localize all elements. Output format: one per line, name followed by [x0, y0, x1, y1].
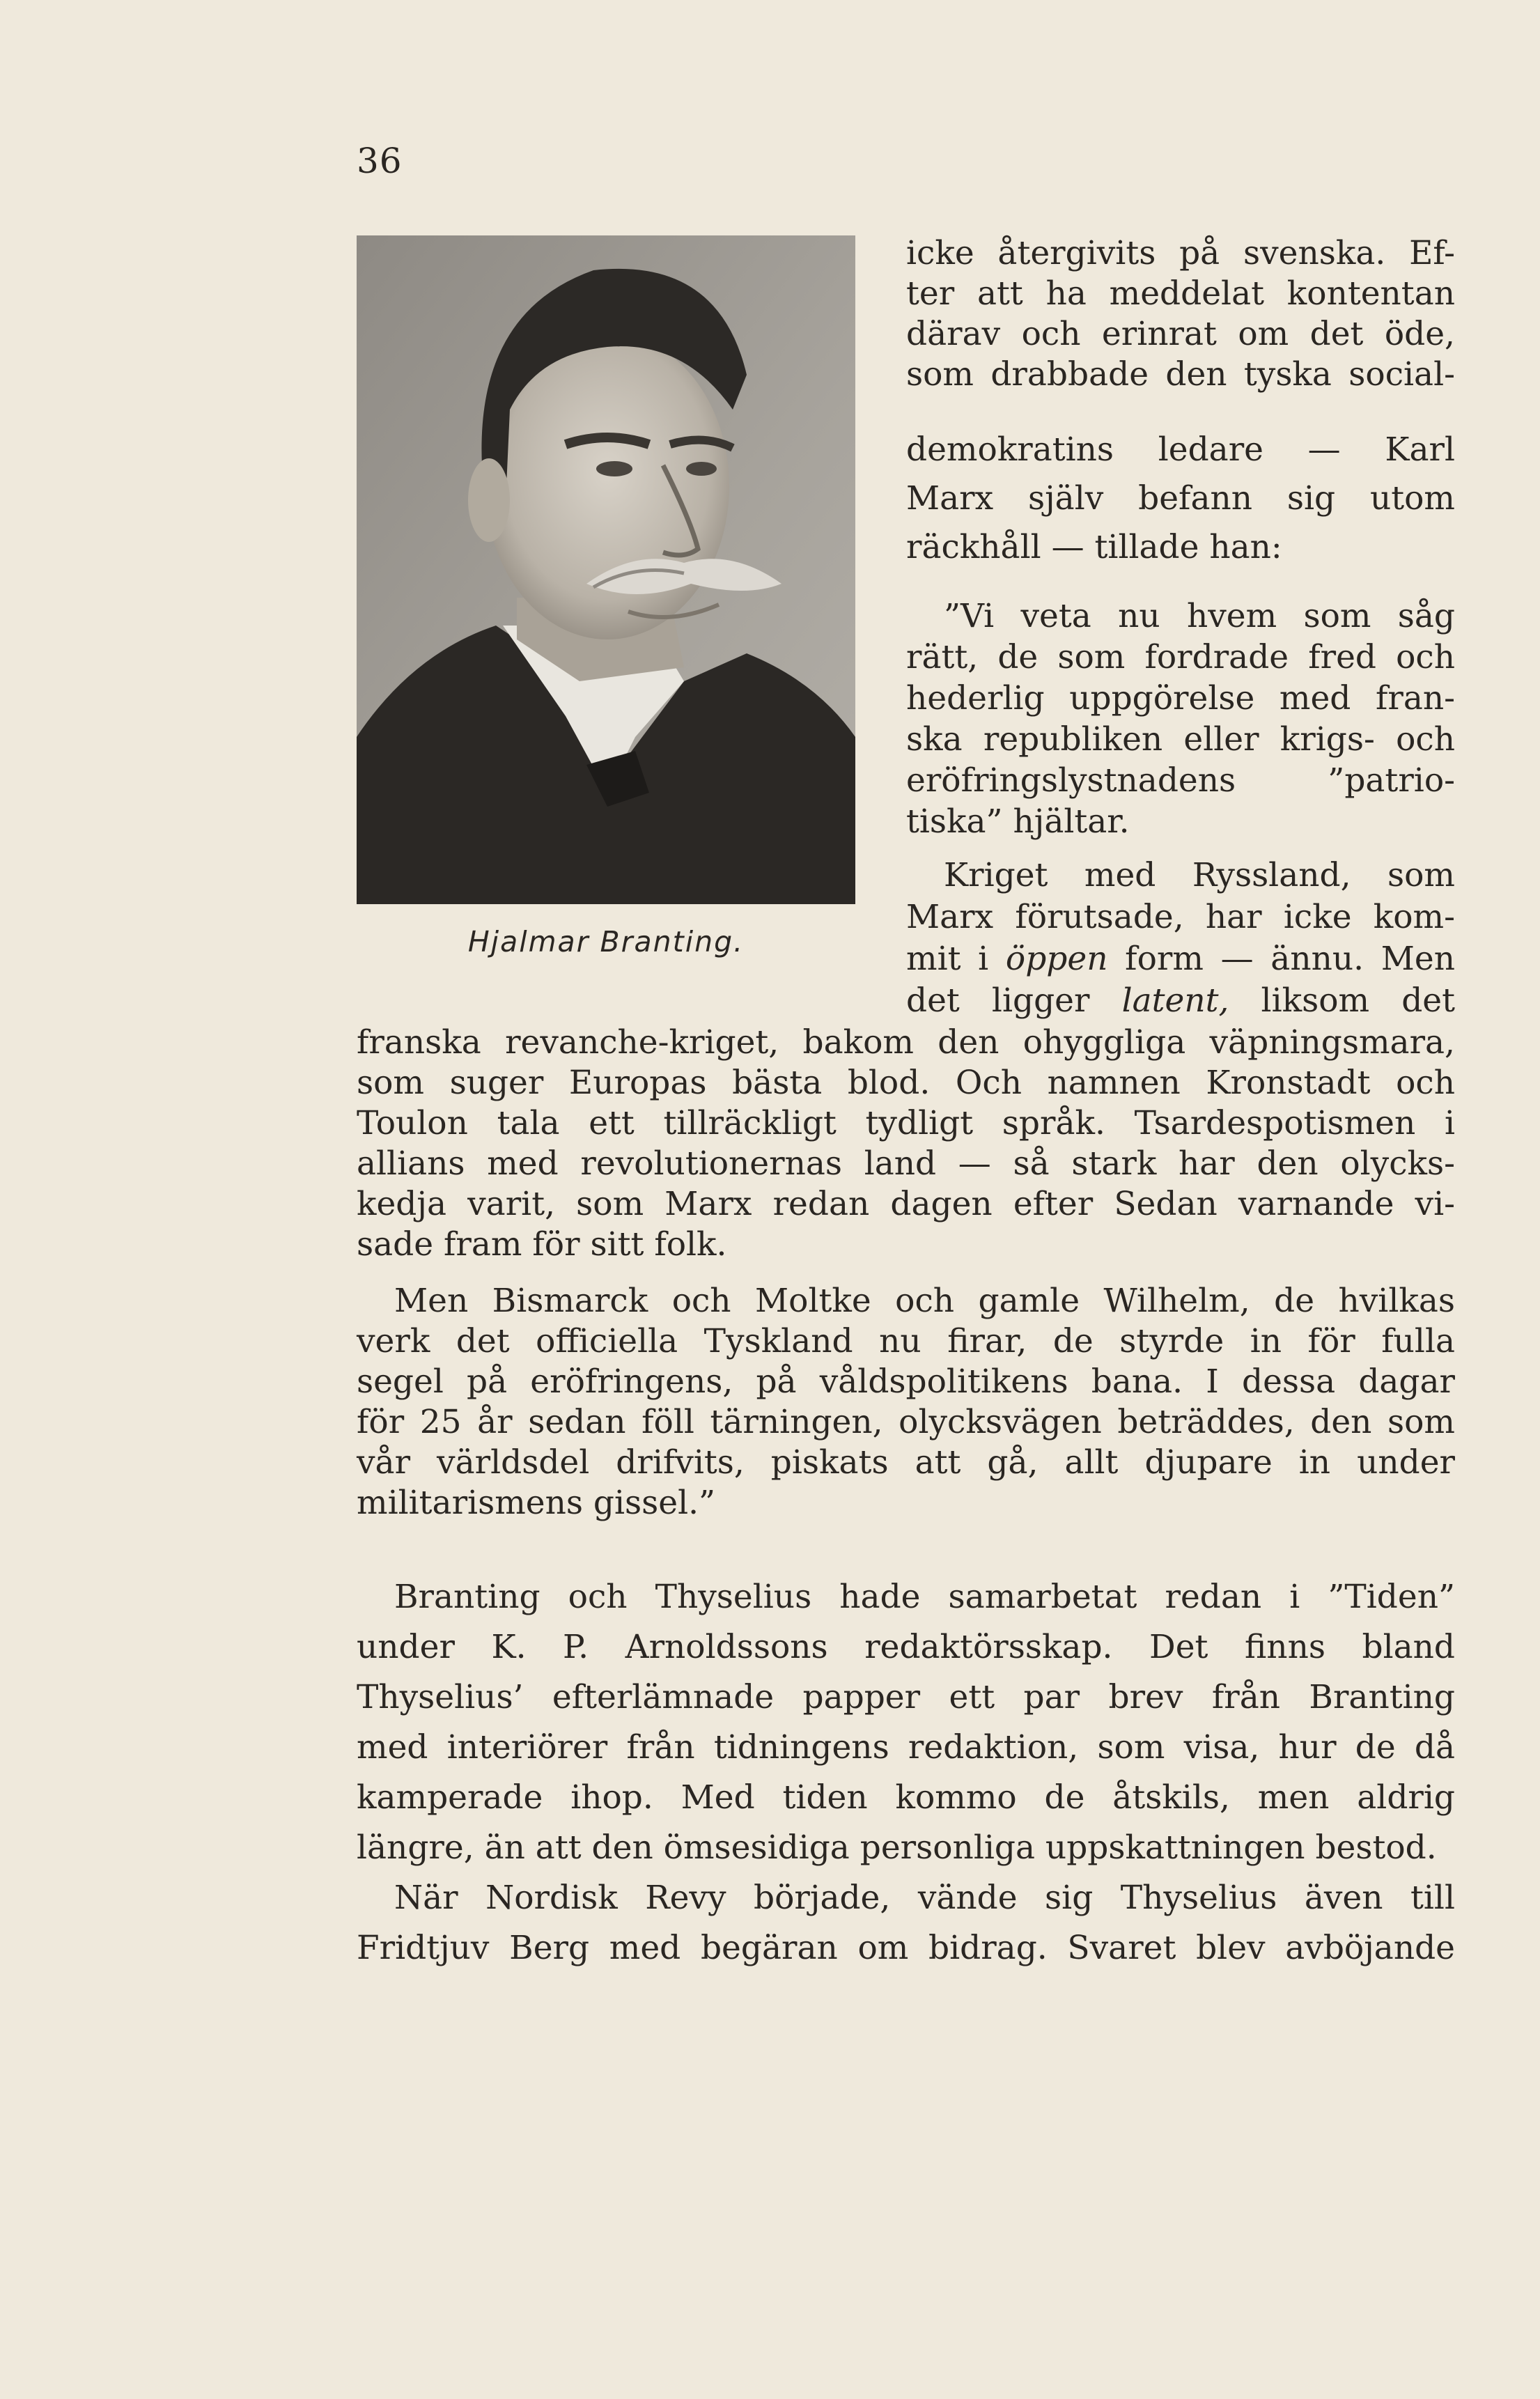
- text-line: som suger Europas bästa blod. Och namnen Kronstadt och: [357, 1064, 1455, 1102]
- text-line: därav och erinrat om det öde,: [906, 315, 1455, 353]
- text-line: längre, än att den ömsesidiga personliga uppskattningen bestod.: [357, 1829, 1437, 1867]
- text-line: Fridtjuv Berg med begäran om bidrag. Svaret blev avböjande: [357, 1929, 1455, 1967]
- text-line: räckhåll — tillade han:: [906, 528, 1282, 566]
- text-line: hederlig uppgörelse med fran-: [906, 679, 1455, 717]
- text-line: som drabbade den tyska social-: [906, 355, 1455, 394]
- text-line: med interiörer från tidningens redaktion, som visa, hur de då: [357, 1728, 1455, 1767]
- text-line: ter att ha meddelat kontentan: [906, 274, 1455, 313]
- figure-caption: Hjalmar Branting.: [467, 925, 745, 958]
- text-line: Marx förutsade, har icke kom-: [906, 898, 1455, 936]
- text-line: demokratins ledare — Karl: [906, 430, 1455, 469]
- text-line: ska republiken eller krigs- och: [906, 720, 1455, 759]
- text-line: det ligger latent, liksom det: [906, 981, 1455, 1020]
- text-line: mit i öppen form — ännu. Men: [906, 940, 1455, 978]
- text-line: för 25 år sedan föll tärningen, olycksvägen beträddes, den som: [357, 1403, 1455, 1441]
- text-line: Men Bismarck och Moltke och gamle Wilhelm, de hvilkas: [394, 1282, 1455, 1320]
- text-line: sade fram för sitt folk.: [357, 1225, 727, 1264]
- text-line: Thyselius’ efterlämnade papper ett par brev från Branting: [357, 1678, 1455, 1716]
- text-line: Marx själv befann sig utom: [906, 479, 1455, 518]
- text-line: icke återgivits på svenska. Ef-: [906, 234, 1455, 272]
- text-line: När Nordisk Revy började, vände sig Thyselius även till: [394, 1879, 1455, 1917]
- text-line: tiska” hjältar.: [906, 802, 1130, 841]
- text-line: Kriget med Ryssland, som: [944, 856, 1455, 894]
- text-line: Branting och Thyselius hade samarbetat redan i ”Tiden”: [394, 1578, 1455, 1616]
- text-line: eröfringslystnadens ”patrio-: [906, 761, 1455, 800]
- text-line: rätt, de som fordrade fred och: [906, 638, 1455, 676]
- text-line: ”Vi veta nu hvem som såg: [944, 597, 1455, 635]
- text-line: vår världsdel drifvits, piskats att gå, allt djupare in under: [357, 1443, 1455, 1482]
- portrait-photo: [357, 235, 855, 904]
- text-line: militarismens gissel.”: [357, 1484, 716, 1522]
- text-line: verk det officiella Tyskland nu firar, de styrde in för fulla: [357, 1322, 1455, 1360]
- text-line: kedja varit, som Marx redan dagen efter Sedan varnande vi-: [357, 1185, 1455, 1223]
- text-line: allians med revolutionernas land — så stark har den olycks-: [357, 1144, 1455, 1183]
- text-line: kamperade ihop. Med tiden kommo de åtskils, men aldrig: [357, 1778, 1455, 1817]
- text-line: franska revanche-kriget, bakom den ohyggliga väpningsmara,: [357, 1023, 1455, 1062]
- page-number: 36: [357, 141, 403, 181]
- text-line: under K. P. Arnoldssons redaktörsskap. Det finns bland: [357, 1628, 1455, 1666]
- text-line: Toulon tala ett tillräckligt tydligt språk. Tsardespotismen i: [357, 1104, 1455, 1142]
- text-line: segel på eröfringens, på våldspolitikens bana. I dessa dagar: [357, 1362, 1455, 1401]
